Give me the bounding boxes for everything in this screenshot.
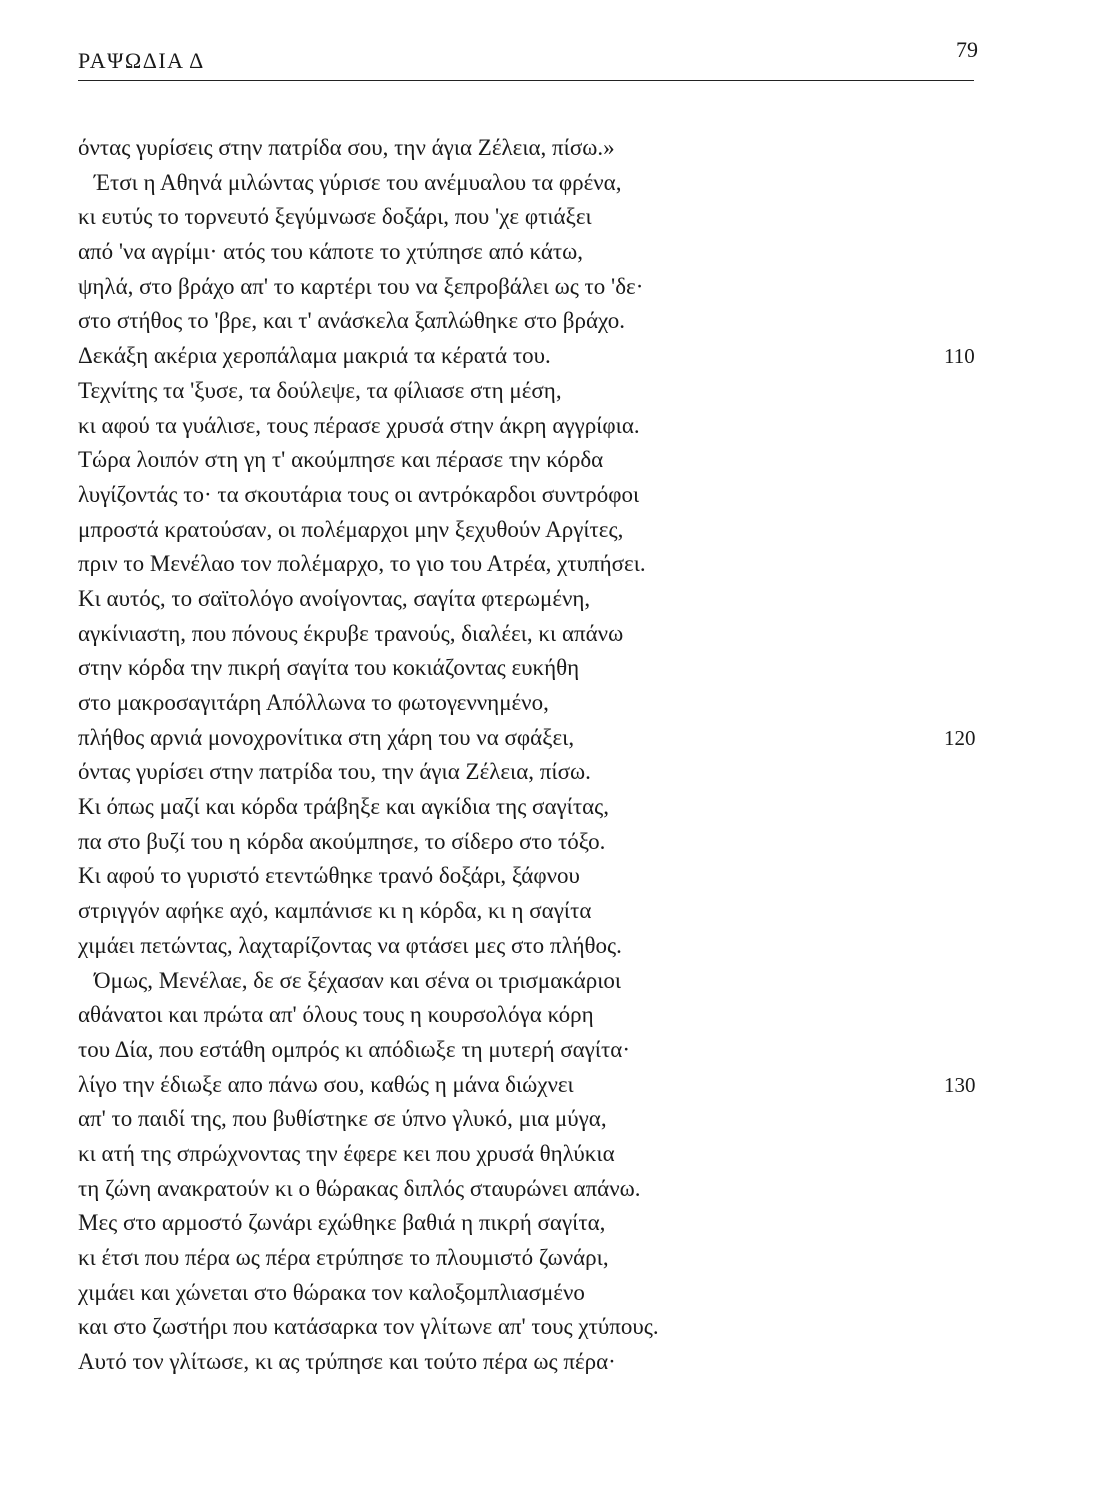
verse-text: κι έτσι που πέρα ως πέρα ετρύπησε το πλουμιστό ζωνάρι, (78, 1245, 609, 1270)
verse-text: στην κόρδα την πικρή σαγίτα του κοκιάζοντας ευκήθη (78, 655, 580, 681)
verse-line (78, 617, 998, 652)
verse-line (78, 755, 998, 790)
verse-line (78, 582, 998, 617)
verse-text: Δεκάξη ακέρια χεροπάλαμα μακριά τα κέρατά του. (78, 343, 551, 369)
verse-text: του Δία, που εστάθη ομπρός κι απόδιωξε τη μυτερή σαγίτα· (78, 1036, 630, 1062)
verse-block (78, 131, 998, 1380)
page-header (78, 32, 978, 82)
verse-text: μπροστά κρατούσαν, οι πολέμαρχοι μην ξεχυθούν Αργίτες, (78, 516, 624, 542)
verse-line (78, 998, 998, 1033)
verse-line (78, 339, 998, 374)
verse-text: Τεχνίτης τα 'ξυσε, τα δούλεψε, τα φίλιασε στη μέση, (78, 377, 562, 403)
verse-line (78, 651, 998, 686)
verse-text: κι ευτύς το τορνευτό ξεγύμνωσε δοξάρι, που 'χε φτιάξει (78, 204, 592, 230)
verse-line (78, 166, 998, 201)
verse-text: Κι αυτός, το σαϊτολόγο ανοίγοντας, σαγίτα φτερωμένη, (78, 585, 591, 611)
verse-line (78, 1102, 998, 1137)
line-number: 110 (944, 344, 975, 369)
verse-text: Κι όπως μαζί και κόρδα τράβηξε και αγκίδια της σαγίτας, (78, 794, 610, 820)
verse-text: απ' το παιδί της, που βυθίστηκε σε ύπνο γλυκό, μια μύγα, (78, 1106, 607, 1132)
verse-line (78, 859, 998, 894)
verse-text: ψηλά, στο βράχο απ' το καρτέρι του να ξεπροβάλει ως το 'δε· (78, 273, 644, 299)
verse-line (78, 1241, 998, 1276)
verse-text: Όμως, Μενέλαε, δε σε ξέχασαν και σένα οι τρισμακάριοι (94, 967, 622, 993)
verse-line (78, 1345, 998, 1380)
verse-line (78, 374, 998, 409)
verse-text: πα στο βυζί του η κόρδα ακούμπησε, το σίδερο στο τόξο. (78, 828, 606, 854)
verse-text: πριν το Μενέλαο τον πολέμαρχο, το γιο του Ατρέα, χτυπήσει. (78, 551, 646, 577)
verse-line (78, 1068, 998, 1103)
running-title: ΡΑΨΩΔΙΑ Δ (78, 48, 205, 73)
verse-text: χιμάει πετώντας, λαχταρίζοντας να φτάσει μες στο πλήθος. (78, 932, 622, 958)
verse-line (78, 894, 998, 929)
verse-text: Αυτό τον γλίτωσε, κι ας τρύπησε και τούτο πέρα ως πέρα· (78, 1349, 616, 1375)
verse-line (78, 513, 998, 548)
verse-text: από 'να αγρίμι· ατός του κάποτε το χτύπησε από κάτω, (78, 239, 584, 265)
verse-text: πλήθος αρνιά μονοχρονίτικα στη χάρη του να σφάξει, (78, 724, 575, 750)
verse-text: Μες στο αρμοστό ζωνάρι εχώθηκε βαθιά η πικρή σαγίτα, (78, 1210, 606, 1236)
verse-line (78, 304, 998, 339)
verse-text: στριγγόν αφήκε αχό, καμπάνισε κι η κόρδα, κι η σαγίτα (78, 898, 592, 924)
verse-line (78, 200, 998, 235)
verse-text: και στο ζωστήρι που κατάσαρκα τον γλίτωνε απ' τους χτύπους. (78, 1314, 659, 1340)
verse-line (78, 131, 998, 166)
verse-line (78, 443, 998, 478)
verse-line (78, 1310, 998, 1345)
verse-line (78, 825, 998, 860)
verse-text: λίγο την έδιωξε απο πάνω σου, καθώς η μάνα διώχνει (78, 1071, 574, 1097)
line-number: 130 (944, 1072, 976, 1097)
verse-text: χιμάει και χώνεται στο θώρακα τον καλοξομπλιασμένο (78, 1279, 585, 1305)
verse-line (78, 721, 998, 756)
verse-text: τη ζώνη ανακρατούν κι ο θώρακας διπλός σταυρώνει απάνω. (78, 1175, 641, 1201)
header-rule (78, 80, 974, 81)
verse-text: αγκίνιαστη, που πόνους έκρυβε τρανούς, διαλέει, κι απάνω (78, 620, 624, 646)
verse-line (78, 1172, 998, 1207)
verse-text: Τώρα λοιπόν στη γη τ' ακούμπησε και πέρασε την κόρδα (78, 447, 604, 473)
line-number: 120 (944, 725, 976, 750)
page-number: 79 (956, 37, 978, 62)
verse-line (78, 1206, 998, 1241)
verse-text: Κι αφού το γυριστό ετεντώθηκε τρανό δοξάρι, ξάφνου (78, 863, 580, 889)
verse-line (78, 1137, 998, 1172)
verse-line (78, 409, 998, 444)
verse-line (78, 478, 998, 513)
verse-line (78, 270, 998, 305)
verse-text: όντας γυρίσεις στην πατρίδα σου, την άγια Ζέλεια, πίσω.» (78, 135, 615, 160)
verse-text: κι ατή της σπρώχνοντας την έφερε κει που χρυσά θηλύκια (78, 1140, 615, 1166)
verse-line (78, 686, 998, 721)
verse-text: όντας γυρίσει στην πατρίδα του, την άγια Ζέλεια, πίσω. (78, 759, 591, 785)
verse-line (78, 1033, 998, 1068)
verse-text: στο στήθος το 'βρε, και τ' ανάσκελα ξαπλώθηκε στο βράχο. (78, 308, 625, 334)
verse-text: στο μακροσαγιτάρη Απόλλωνα το φωτογεννημένο, (78, 690, 549, 715)
verse-line (78, 929, 998, 964)
verse-line (78, 790, 998, 825)
verse-text: αθάνατοι και πρώτα απ' όλους τους η κουρσολόγα κόρη (78, 1002, 594, 1028)
verse-line (78, 235, 998, 270)
verse-line (78, 547, 998, 582)
verse-line (78, 964, 998, 999)
verse-line (78, 1276, 998, 1311)
verse-text: Έτσι η Αθηνά μιλώντας γύρισε του ανέμυαλου τα φρένα, (94, 169, 622, 195)
verse-text: λυγίζοντάς το· τα σκουτάρια τους οι αντρόκαρδοι συντρόφοι (78, 481, 640, 507)
verse-text: κι αφού τα γυάλισε, τους πέρασε χρυσά στην άκρη αγγρίφια. (78, 412, 640, 438)
